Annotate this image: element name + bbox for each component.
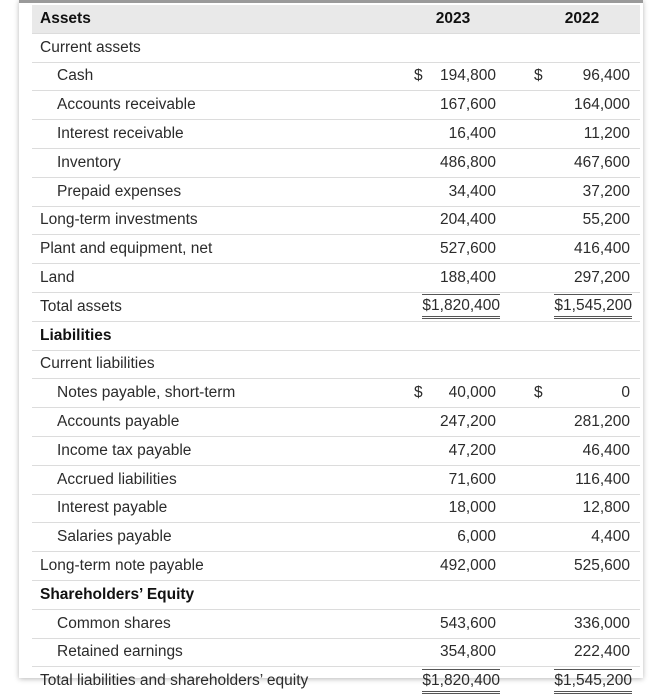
value-2023: 6,000: [457, 528, 496, 546]
section-row: [32, 33, 640, 62]
table-row: [32, 552, 640, 581]
row-label: Land: [32, 264, 404, 293]
header-year-2023: 2023: [404, 5, 502, 33]
table-row: [32, 62, 640, 91]
value-2023: 204,400: [439, 211, 496, 229]
value-2022: 467,600: [573, 153, 630, 171]
table-row: [32, 177, 640, 206]
value-2022: 336,000: [573, 614, 630, 632]
dollar-sign: $: [534, 67, 543, 85]
total-assets-2023: $1,820,400: [422, 294, 500, 319]
equity-heading: Shareholders’ Equity: [32, 580, 404, 609]
row-label: Inventory: [32, 148, 404, 177]
value-2023: 167,600: [439, 96, 496, 114]
row-label: Common shares: [32, 609, 404, 638]
row-label: Accounts payable: [32, 408, 404, 437]
value-2022: 55,200: [582, 211, 630, 229]
value-2022: 164,000: [573, 96, 630, 114]
section-heading-row: [32, 580, 640, 609]
row-label: Notes payable, short-term: [32, 379, 404, 408]
section-heading-row: [32, 321, 640, 350]
row-label: Plant and equipment, net: [32, 235, 404, 264]
row-label: Long-term investments: [32, 206, 404, 235]
table-row: [32, 91, 640, 120]
row-label: Cash: [32, 62, 404, 91]
value-2023: 188,400: [439, 269, 496, 287]
value-2023: 247,200: [439, 413, 496, 431]
current-assets-label: Current assets: [32, 33, 404, 62]
table-row: [32, 609, 640, 638]
table-header-row: [32, 5, 640, 33]
value-2022: 416,400: [573, 240, 630, 258]
balance-sheet-table: [32, 5, 640, 695]
table-row: [32, 638, 640, 667]
table-row: [32, 235, 640, 264]
value-2023: 16,400: [448, 125, 496, 143]
row-label: Accounts receivable: [32, 91, 404, 120]
table-row: [32, 264, 640, 293]
current-liabilities-label: Current liabilities: [32, 350, 404, 379]
table-row: [32, 120, 640, 149]
value-2022: 525,600: [573, 557, 630, 575]
dollar-sign: $: [414, 67, 423, 85]
value-2023: 194,800: [439, 67, 496, 85]
total-liabilities-equity-2023: $1,820,400: [422, 669, 500, 694]
value-2023: 527,600: [439, 240, 496, 258]
row-label: Income tax payable: [32, 436, 404, 465]
table-row: [32, 379, 640, 408]
value-2023: 486,800: [439, 153, 496, 171]
value-2023: 543,600: [439, 614, 496, 632]
table-row: [32, 465, 640, 494]
value-2022: 222,400: [573, 643, 630, 661]
table-row: [32, 206, 640, 235]
value-2023: 47,200: [448, 441, 496, 459]
row-label: Interest payable: [32, 494, 404, 523]
value-2022: 12,800: [582, 499, 630, 517]
value-2023: 492,000: [439, 557, 496, 575]
value-2022: 11,200: [583, 125, 630, 143]
table-row: [32, 408, 640, 437]
value-2023: 354,800: [439, 643, 496, 661]
header-year-2022: 2022: [524, 5, 640, 33]
value-2023: 71,600: [448, 470, 496, 488]
total-liabilities-equity-label: Total liabilities and shareholders’ equity: [40, 672, 309, 690]
row-label: Salaries payable: [32, 523, 404, 552]
value-2022: 297,200: [573, 269, 630, 287]
total-liabilities-equity-2022: $1,545,200: [554, 669, 632, 694]
table-row: [32, 148, 640, 177]
row-label: Accrued liabilities: [32, 465, 404, 494]
value-2022: 46,400: [582, 441, 630, 459]
table-row: [32, 494, 640, 523]
dollar-sign: $: [534, 384, 543, 402]
row-label: Interest receivable: [32, 120, 404, 149]
table-row: [32, 523, 640, 552]
value-2022: 96,400: [582, 67, 630, 85]
dollar-sign: $: [414, 384, 423, 402]
value-2023: 18,000: [448, 499, 496, 517]
value-2022: 116,400: [575, 470, 630, 488]
value-2023: 34,400: [448, 182, 496, 200]
total-assets-label: Total assets: [32, 292, 404, 321]
row-label: Long-term note payable: [32, 552, 404, 581]
row-label: Prepaid expenses: [32, 177, 404, 206]
total-liabilities-equity-row: [32, 667, 640, 695]
liabilities-heading: Liabilities: [32, 321, 404, 350]
top-divider: [19, 0, 643, 3]
row-label: Retained earnings: [32, 638, 404, 667]
table-row: [32, 436, 640, 465]
value-2022: 37,200: [582, 182, 630, 200]
total-assets-row: [32, 292, 640, 321]
value-2023: 40,000: [448, 384, 496, 402]
value-2022: 281,200: [573, 413, 630, 431]
value-2022: 4,400: [591, 528, 630, 546]
total-assets-2022: $1,545,200: [554, 294, 632, 319]
section-row: [32, 350, 640, 379]
value-2022: 0: [621, 384, 630, 402]
header-assets: Assets: [32, 5, 404, 33]
